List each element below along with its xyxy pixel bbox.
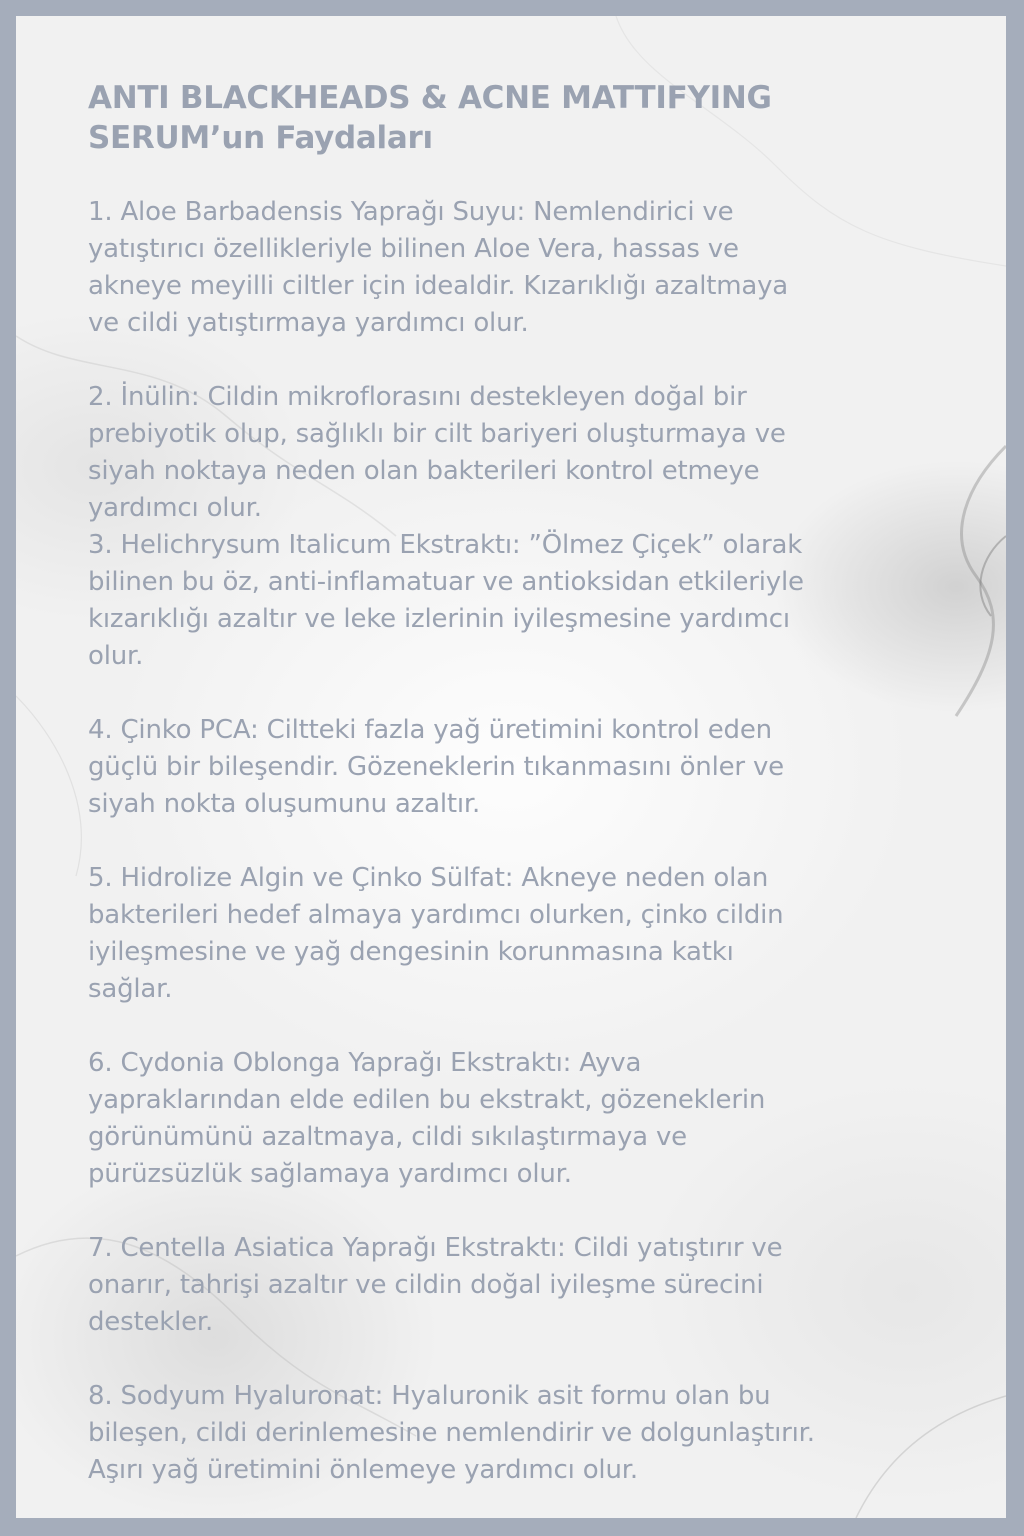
benefit-line: görünümünü azaltmaya, cildi sıkılaştırmaya ve [88,1122,687,1152]
marble-panel [16,16,1006,1518]
benefit-line: güçlü bir bileşendir. Gözeneklerin tıkanmasını önler ve [88,752,784,782]
benefit-line: bakterileri hedef almaya yardımcı olurken, çinko cildin [88,900,784,930]
benefit-line: akneye meyilli ciltler için idealdir. Kızarıklığı azaltmaya [88,271,788,301]
benefit-line: 6. Cydonia Oblonga Yaprağı Ekstraktı: Ayva [88,1048,642,1078]
benefit-item-4 [88,712,950,823]
benefit-line: destekler. [88,1307,214,1337]
benefit-line: bileşen, cildi derinlemesine nemlendirir ve dolgunlaştırır. [88,1418,815,1448]
benefit-line: ve cildi yatıştırmaya yardımcı olur. [88,308,529,338]
spacer [88,1341,950,1378]
benefit-item-6 [88,1045,950,1193]
benefit-line: 8. Sodyum Hyaluronat: Hyaluronik asit formu olan bu [88,1381,771,1411]
benefit-line: yapraklarından elde edilen bu ekstrakt, gözeneklerin [88,1085,766,1115]
benefit-line: sağlar. [88,974,173,1004]
spacer [88,1193,950,1230]
title-line-2: SERUM’un Faydaları [88,120,433,156]
benefit-item-7 [88,1230,950,1341]
benefit-line: 3. Helichrysum Italicum Ekstraktı: ”Ölmez Çiçek” olarak [88,530,803,560]
benefit-line: 5. Hidrolize Algin ve Çinko Sülfat: Akneye neden olan [88,863,769,893]
benefit-line: yardımcı olur. [88,493,262,523]
spacer [88,675,950,712]
benefit-item-8 [88,1378,950,1489]
benefit-item-1 [88,194,950,342]
benefits-content [88,78,950,1489]
benefit-line: olur. [88,641,144,671]
benefit-line: prebiyotik olup, sağlıklı bir cilt bariyeri oluşturmaya ve [88,419,786,449]
benefit-line: kızarıklığı azaltır ve leke izlerinin iyileşmesine yardımcı [88,604,790,634]
benefit-item-3 [88,527,950,675]
title-line-1: ANTI BLACKHEADS & ACNE MATTIFYING [88,80,772,116]
benefit-item-5 [88,860,950,1008]
spacer [88,823,950,860]
benefit-line: 7. Centella Asiatica Yaprağı Ekstraktı: Cildi yatıştırır ve [88,1233,783,1263]
benefit-line: bilinen bu öz, anti-inflamatuar ve antioksidan etkileriyle [88,567,804,597]
benefit-line: onarır, tahrişi azaltır ve cildin doğal iyileşme sürecini [88,1270,764,1300]
benefit-line: 2. İnülin: Cildin mikroflorasını destekleyen doğal bir [88,382,747,412]
spacer [88,342,950,379]
benefit-item-2 [88,379,950,527]
benefit-line: 1. Aloe Barbadensis Yaprağı Suyu: Nemlendirici ve [88,197,734,227]
spacer [88,1008,950,1045]
benefit-line: 4. Çinko PCA: Ciltteki fazla yağ üretimini kontrol eden [88,715,772,745]
benefit-line: iyileşmesine ve yağ dengesinin korunmasına katkı [88,937,734,967]
benefit-line: siyah nokta oluşumunu azaltır. [88,789,481,819]
benefit-line: Aşırı yağ üretimini önlemeye yardımcı olur. [88,1455,638,1485]
page-title [88,78,950,158]
benefit-line: yatıştırıcı özellikleriyle bilinen Aloe Vera, hassas ve [88,234,739,264]
benefit-line: pürüzsüzlük sağlamaya yardımcı olur. [88,1159,572,1189]
benefit-line: siyah noktaya neden olan bakterileri kontrol etmeye [88,456,760,486]
